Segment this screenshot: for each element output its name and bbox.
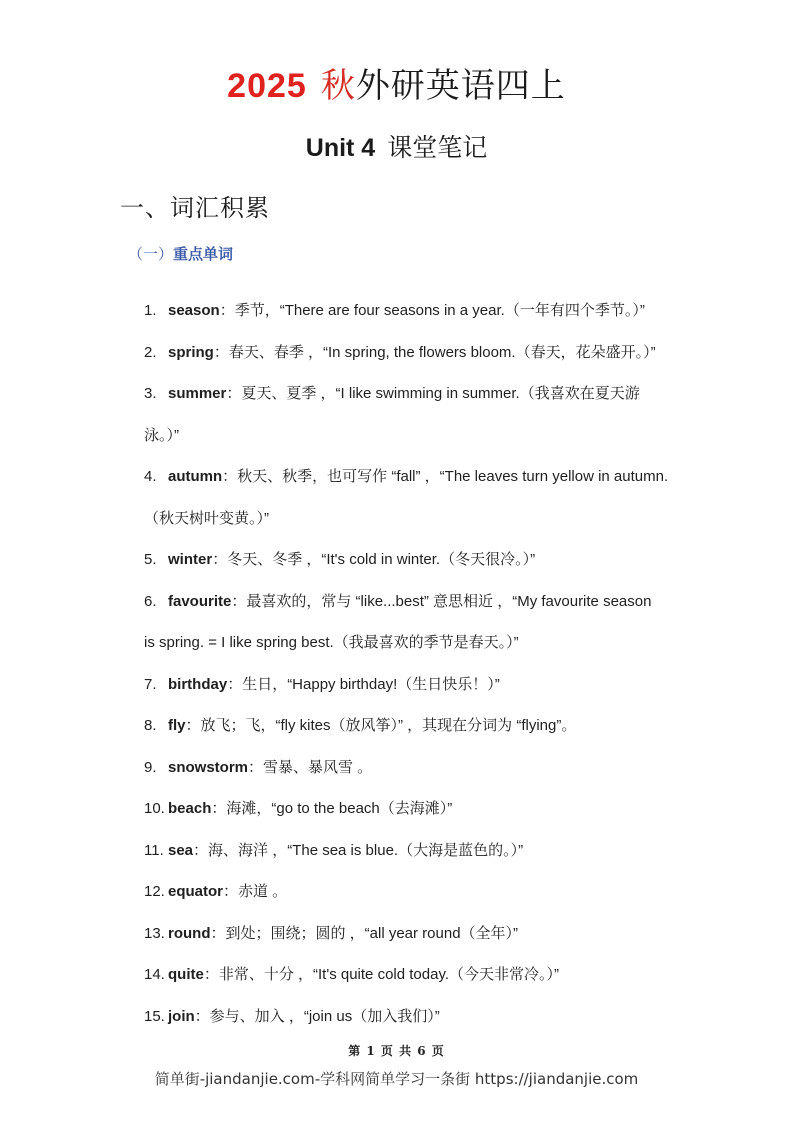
subsection-number: （一） <box>128 246 174 263</box>
subtitle-unit: Unit 4 <box>305 134 376 162</box>
vocab-word: winter <box>168 551 213 568</box>
vocab-item <box>144 664 704 706</box>
item-number: 9. <box>144 758 157 776</box>
vocab-definition: ：夏天、夏季 ，“I like swimming in summer.（我喜欢在夏天游 <box>226 385 640 402</box>
vocab-item <box>144 996 704 1038</box>
title-year: 2025 <box>227 67 307 105</box>
vocab-definition: ：非常、十分 ，“It's quite cold today.（今天非常冷。）” <box>203 966 559 983</box>
item-number: 1. <box>144 302 157 319</box>
vocab-word: equator <box>168 883 224 900</box>
item-number: 14. <box>144 966 165 983</box>
item-number: 7. <box>144 675 157 693</box>
vocab-word: snowstorm <box>168 758 249 776</box>
vocab-word: join <box>168 1007 195 1025</box>
vocab-word: favourite <box>168 592 232 610</box>
vocab-item <box>144 373 704 415</box>
vocab-word: sea <box>168 841 194 859</box>
document-title <box>0 58 793 107</box>
vocab-item-continuation: 泳。）” <box>144 426 179 444</box>
vocab-item <box>144 705 704 747</box>
vocab-definition: ：最喜欢的，常与 “like...best” 意思相近 ，“My favourite season <box>231 592 652 610</box>
subtitle-text: 课堂笔记 <box>387 134 488 162</box>
item-number: 3. <box>144 385 157 402</box>
vocab-word: round <box>168 924 211 942</box>
item-number: 12. <box>144 883 165 900</box>
section-heading: 一、词汇积累 <box>120 195 270 222</box>
vocab-word: fly <box>168 717 186 734</box>
vocab-definition: ：冬天、冬季 ，“It's cold in winter.（冬天很冷。）” <box>212 551 536 568</box>
vocab-definition: ：海、海洋 ，“The sea is blue.（大海是蓝色的。）” <box>193 841 524 859</box>
vocab-item <box>144 290 704 332</box>
vocab-item <box>144 788 704 830</box>
item-number: 13. <box>144 924 165 942</box>
subsection-title: 重点单词 <box>173 246 234 263</box>
vocab-item <box>144 954 704 996</box>
vocab-item <box>144 581 704 623</box>
vocab-word: spring <box>168 343 214 361</box>
title-autumn: 秋 <box>320 67 356 105</box>
vocab-definition: ：海滩，“go to the beach（去海滩）” <box>211 800 453 817</box>
vocab-definition: ：秋天、秋季，也可写作 “fall” ，“The leaves turn yellow in autumn. <box>222 468 669 485</box>
vocab-definition: ：参与、加入 ，“join us（加入我们）” <box>194 1007 440 1025</box>
vocab-definition: ：季节，“There are four seasons in a year.（一年有四个季节。）” <box>219 302 645 319</box>
item-number: 10. <box>144 800 165 817</box>
vocab-definition: ：春天、春季 ，“In spring, the flowers bloom.（春天，花朵盛开。）” <box>213 343 656 361</box>
item-number: 6. <box>144 592 157 610</box>
vocab-word: season <box>168 302 220 319</box>
title-rest: 外研英语四上 <box>355 67 566 105</box>
document-subtitle <box>0 128 793 164</box>
item-number: 4. <box>144 468 157 485</box>
item-number: 5. <box>144 551 157 568</box>
vocab-item-continuation: （秋天树叶变黄。）” <box>144 509 269 527</box>
item-number: 2. <box>144 343 157 361</box>
item-number: 8. <box>144 717 157 734</box>
vocab-definition: ：赤道 。 <box>223 883 288 900</box>
vocab-word: summer <box>168 385 227 402</box>
vocab-item <box>144 539 704 581</box>
vocab-definition: ：雪暴、暴风雪 。 <box>248 758 373 776</box>
vocab-item-continuation: is spring. = I like spring best.（我最喜欢的季节是春天。）” <box>144 634 519 651</box>
watermark-footer: 简单街-jiandanjie.com-学科网简单学习一条街 https://jiandanjie.com <box>154 1070 639 1088</box>
item-number: 11. <box>144 841 164 859</box>
vocab-item <box>144 456 704 498</box>
vocab-item <box>144 871 704 913</box>
subsection-heading <box>128 243 233 264</box>
item-number: 15. <box>144 1007 165 1025</box>
vocab-word: autumn <box>168 468 223 485</box>
vocab-item <box>144 332 704 374</box>
vocab-definition: ：到处；围绕；圆的 ，“all year round（全年）” <box>210 924 519 942</box>
vocab-definition: ：生日，“Happy birthday!（生日快乐！）” <box>227 675 500 693</box>
vocab-word: beach <box>168 800 212 817</box>
vocab-item <box>144 747 704 789</box>
vocab-item <box>144 913 704 955</box>
vocab-item <box>144 830 704 872</box>
vocab-word: birthday <box>168 675 228 693</box>
vocab-list <box>144 290 704 1037</box>
vocab-word: quite <box>168 966 204 983</box>
vocab-definition: ：放飞；飞，“fly kites（放风筝）” ，其现在分词为 “flying”。 <box>185 717 577 734</box>
page-indicator: 第 1 页 共 6 页 <box>348 1044 445 1058</box>
